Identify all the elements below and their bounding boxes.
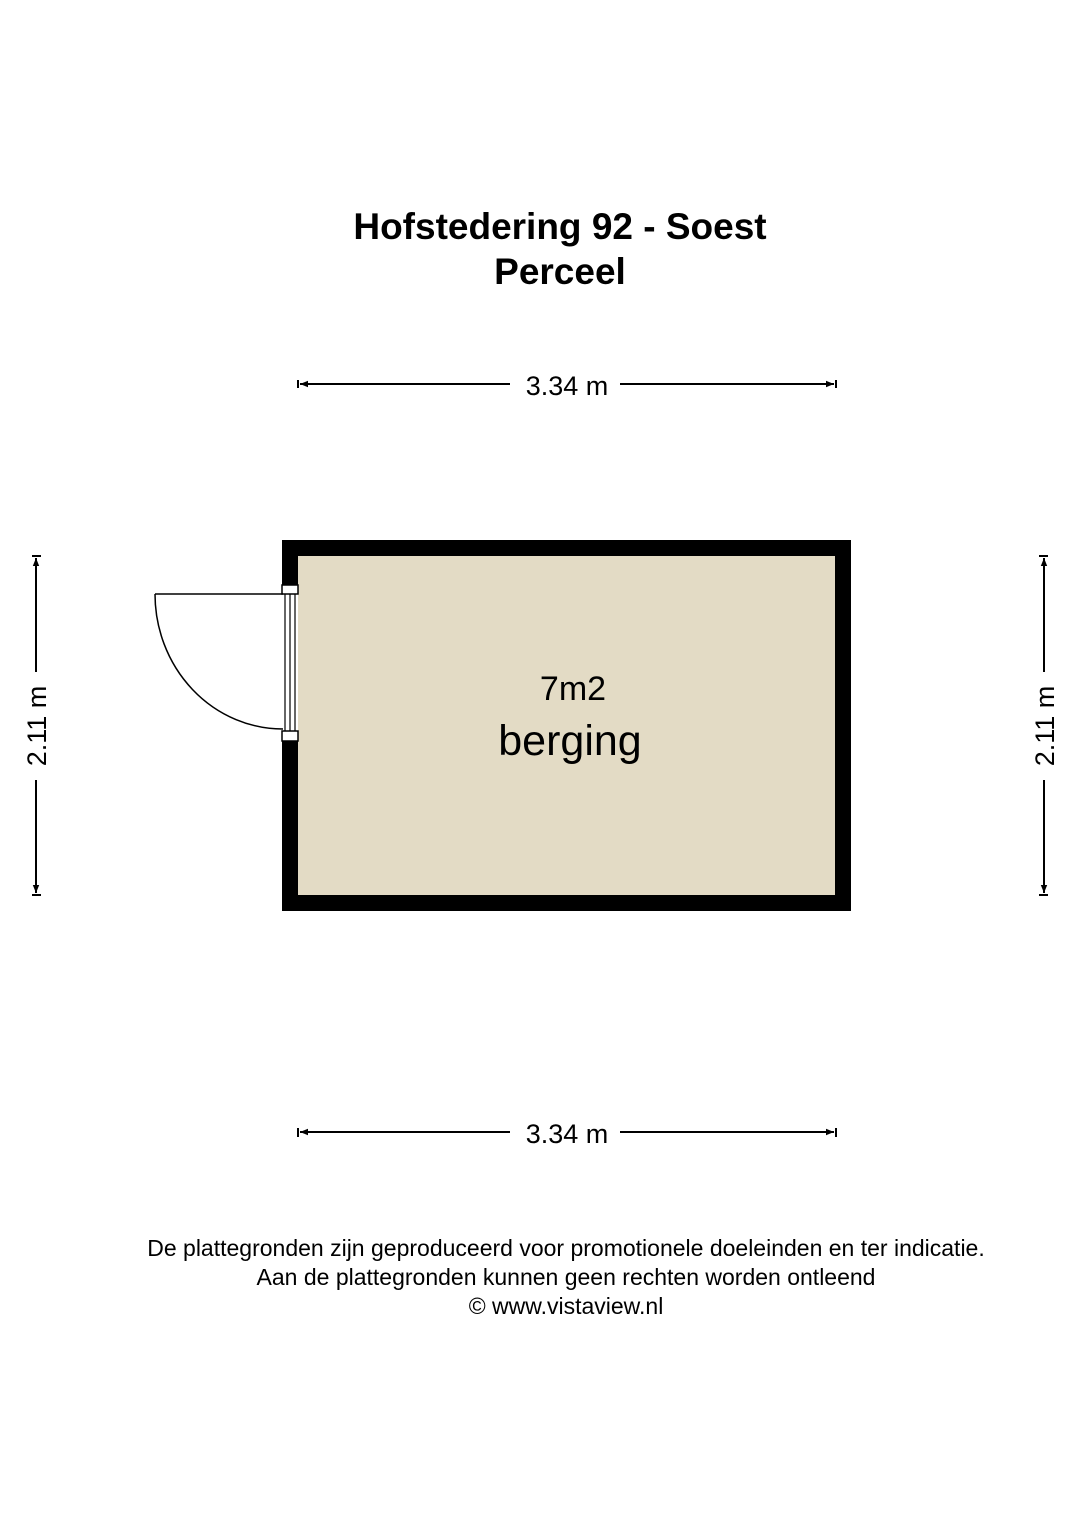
dimension-left-label: 2.11 m: [22, 685, 52, 767]
dimension-right: [1030, 556, 1060, 895]
room-berging: [282, 540, 851, 911]
dimension-left: [22, 556, 52, 895]
dimension-bottom: [298, 1119, 836, 1149]
dimension-top: [298, 371, 836, 401]
dimension-bottom-label: 3.34 m: [525, 1119, 609, 1149]
room-name-label: berging: [498, 717, 642, 765]
dimension-top-label: 3.34 m: [525, 371, 609, 401]
plan-title: Hofstedering 92 - Soest: [353, 206, 767, 247]
plan-subtitle: Perceel: [494, 251, 626, 292]
copyright-line: © www.vistaview.nl: [468, 1293, 664, 1319]
door-swing: [155, 594, 283, 729]
disclaimer-line-1: De plattegronden zijn geproduceerd voor promotionele doeleinden en ter indicatie.: [147, 1235, 985, 1261]
room-area-label: 7m2: [539, 670, 607, 708]
disclaimer-line-2: Aan de plattegronden kunnen geen rechten worden ontleend: [256, 1264, 876, 1290]
dimension-right-label: 2.11 m: [1030, 685, 1060, 767]
